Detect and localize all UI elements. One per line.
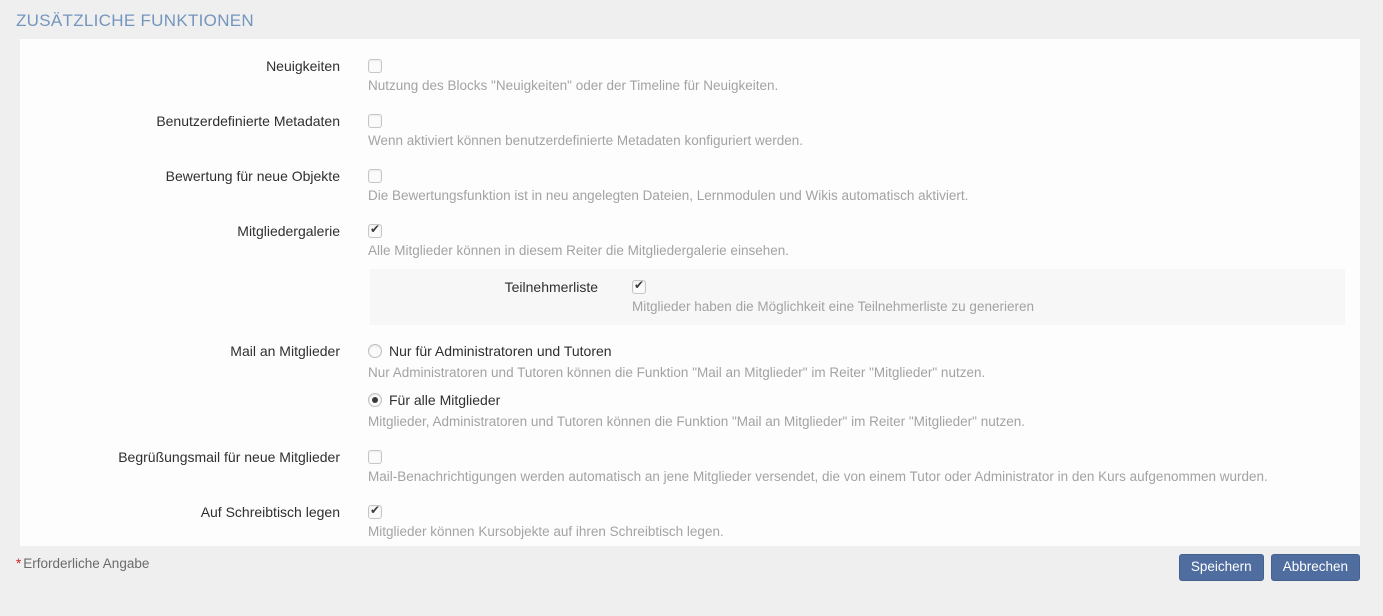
field-byline-teilnehmerliste: Mitglieder haben die Möglichkeit eine Teilnehmerliste zu generieren (632, 299, 1034, 314)
field-control (368, 166, 1360, 205)
field-label-neuigkeiten: Neuigkeiten (266, 58, 340, 74)
field-label-mitgliedergalerie: Mitgliedergalerie (237, 223, 340, 239)
neuigkeiten-checkbox[interactable] (368, 59, 382, 73)
mail-option-admins-tutors (368, 341, 1336, 382)
field-label-benutzerdefinierte-metadaten: Benutzerdefinierte Metadaten (156, 113, 340, 129)
cancel-button[interactable]: Abbrechen (1271, 554, 1360, 581)
field-control (368, 502, 1360, 541)
form-footer (0, 554, 1383, 581)
mail-option-all-members (368, 390, 1336, 431)
field-label-auf-schreibtisch-legen: Auf Schreibtisch legen (200, 504, 340, 520)
field-control (368, 111, 1360, 150)
save-button[interactable]: Speichern (1179, 554, 1264, 581)
form-row-auf-schreibtisch-legen (20, 502, 1360, 541)
field-byline-bewertung: Die Bewertungsfunktion ist in neu angelegten Dateien, Lernmodulen und Wikis automatisch aktiviert. (368, 188, 969, 203)
mail-all-members-byline: Mitglieder, Administratoren und Tutoren können die Funktion "Mail an Mitglieder" im Reiter "Mitglieder" nutzen. (368, 414, 1025, 429)
required-field-note (16, 554, 149, 574)
form-row-mitgliedergalerie (20, 221, 1360, 260)
field-control (368, 447, 1360, 486)
benutzerdefinierte-metadaten-checkbox[interactable] (368, 114, 382, 128)
field-byline-begruessungsmail: Mail-Benachrichtigungen werden automatisch an jene Mitglieder versendet, die von einem Tutor oder Administrator in den Kurs aufgenommen wurden. (368, 469, 1268, 484)
bewertung-checkbox[interactable] (368, 169, 382, 183)
field-byline-auf-schreibtisch-legen: Mitglieder können Kursobjekte auf ihren Schreibtisch legen. (368, 524, 724, 539)
field-byline-mitgliedergalerie: Alle Mitglieder können in diesem Reiter die Mitgliedergalerie einsehen. (368, 243, 789, 258)
form-row-benutzerdefinierte-metadaten (20, 111, 1360, 150)
field-control (368, 56, 1360, 95)
field-control (632, 277, 1345, 316)
form-row-bewertung (20, 166, 1360, 205)
field-label-mail-an-mitglieder: Mail an Mitglieder (230, 343, 340, 359)
teilnehmerliste-checkbox[interactable] (632, 280, 646, 294)
mail-admins-tutors-radio-label[interactable]: Nur für Administratoren und Tutoren (389, 343, 612, 359)
mitgliedergalerie-checkbox[interactable] (368, 224, 382, 238)
page-title: ZUSÄTZLICHE FUNKTIONEN (16, 11, 255, 30)
mail-all-members-radio-label[interactable]: Für alle Mitglieder (389, 392, 501, 408)
field-byline-benutzerdefinierte-metadaten: Wenn aktiviert können benutzerdefinierte Metadaten konfiguriert werden. (368, 133, 804, 148)
field-label-teilnehmerliste: Teilnehmerliste (504, 279, 598, 295)
required-note-text: Erforderliche Angabe (23, 556, 150, 571)
mail-admins-tutors-byline: Nur Administratoren und Tutoren können die Funktion "Mail an Mitglieder" im Reiter "Mitglieder" nutzen. (368, 365, 986, 380)
command-buttons (1179, 554, 1360, 581)
mail-admins-tutors-radio[interactable] (368, 344, 382, 358)
field-control (368, 221, 1360, 260)
field-label-bewertung: Bewertung für neue Objekte (165, 168, 340, 184)
field-byline-neuigkeiten: Nutzung des Blocks "Neuigkeiten" oder der Timeline für Neuigkeiten. (368, 78, 779, 93)
form-row-neuigkeiten (20, 56, 1360, 95)
form-panel (20, 39, 1360, 546)
field-label-begruessungsmail: Begrüßungsmail für neue Mitglieder (118, 449, 340, 465)
form-row-mail-an-mitglieder (20, 341, 1360, 431)
begruessungsmail-checkbox[interactable] (368, 450, 382, 464)
form-row-begruessungsmail (20, 447, 1360, 486)
mail-all-members-radio[interactable] (368, 393, 382, 407)
teilnehmerliste-subrow (370, 269, 1345, 325)
required-asterisk: * (16, 556, 22, 571)
field-control (368, 341, 1360, 431)
auf-schreibtisch-legen-checkbox[interactable] (368, 505, 382, 519)
